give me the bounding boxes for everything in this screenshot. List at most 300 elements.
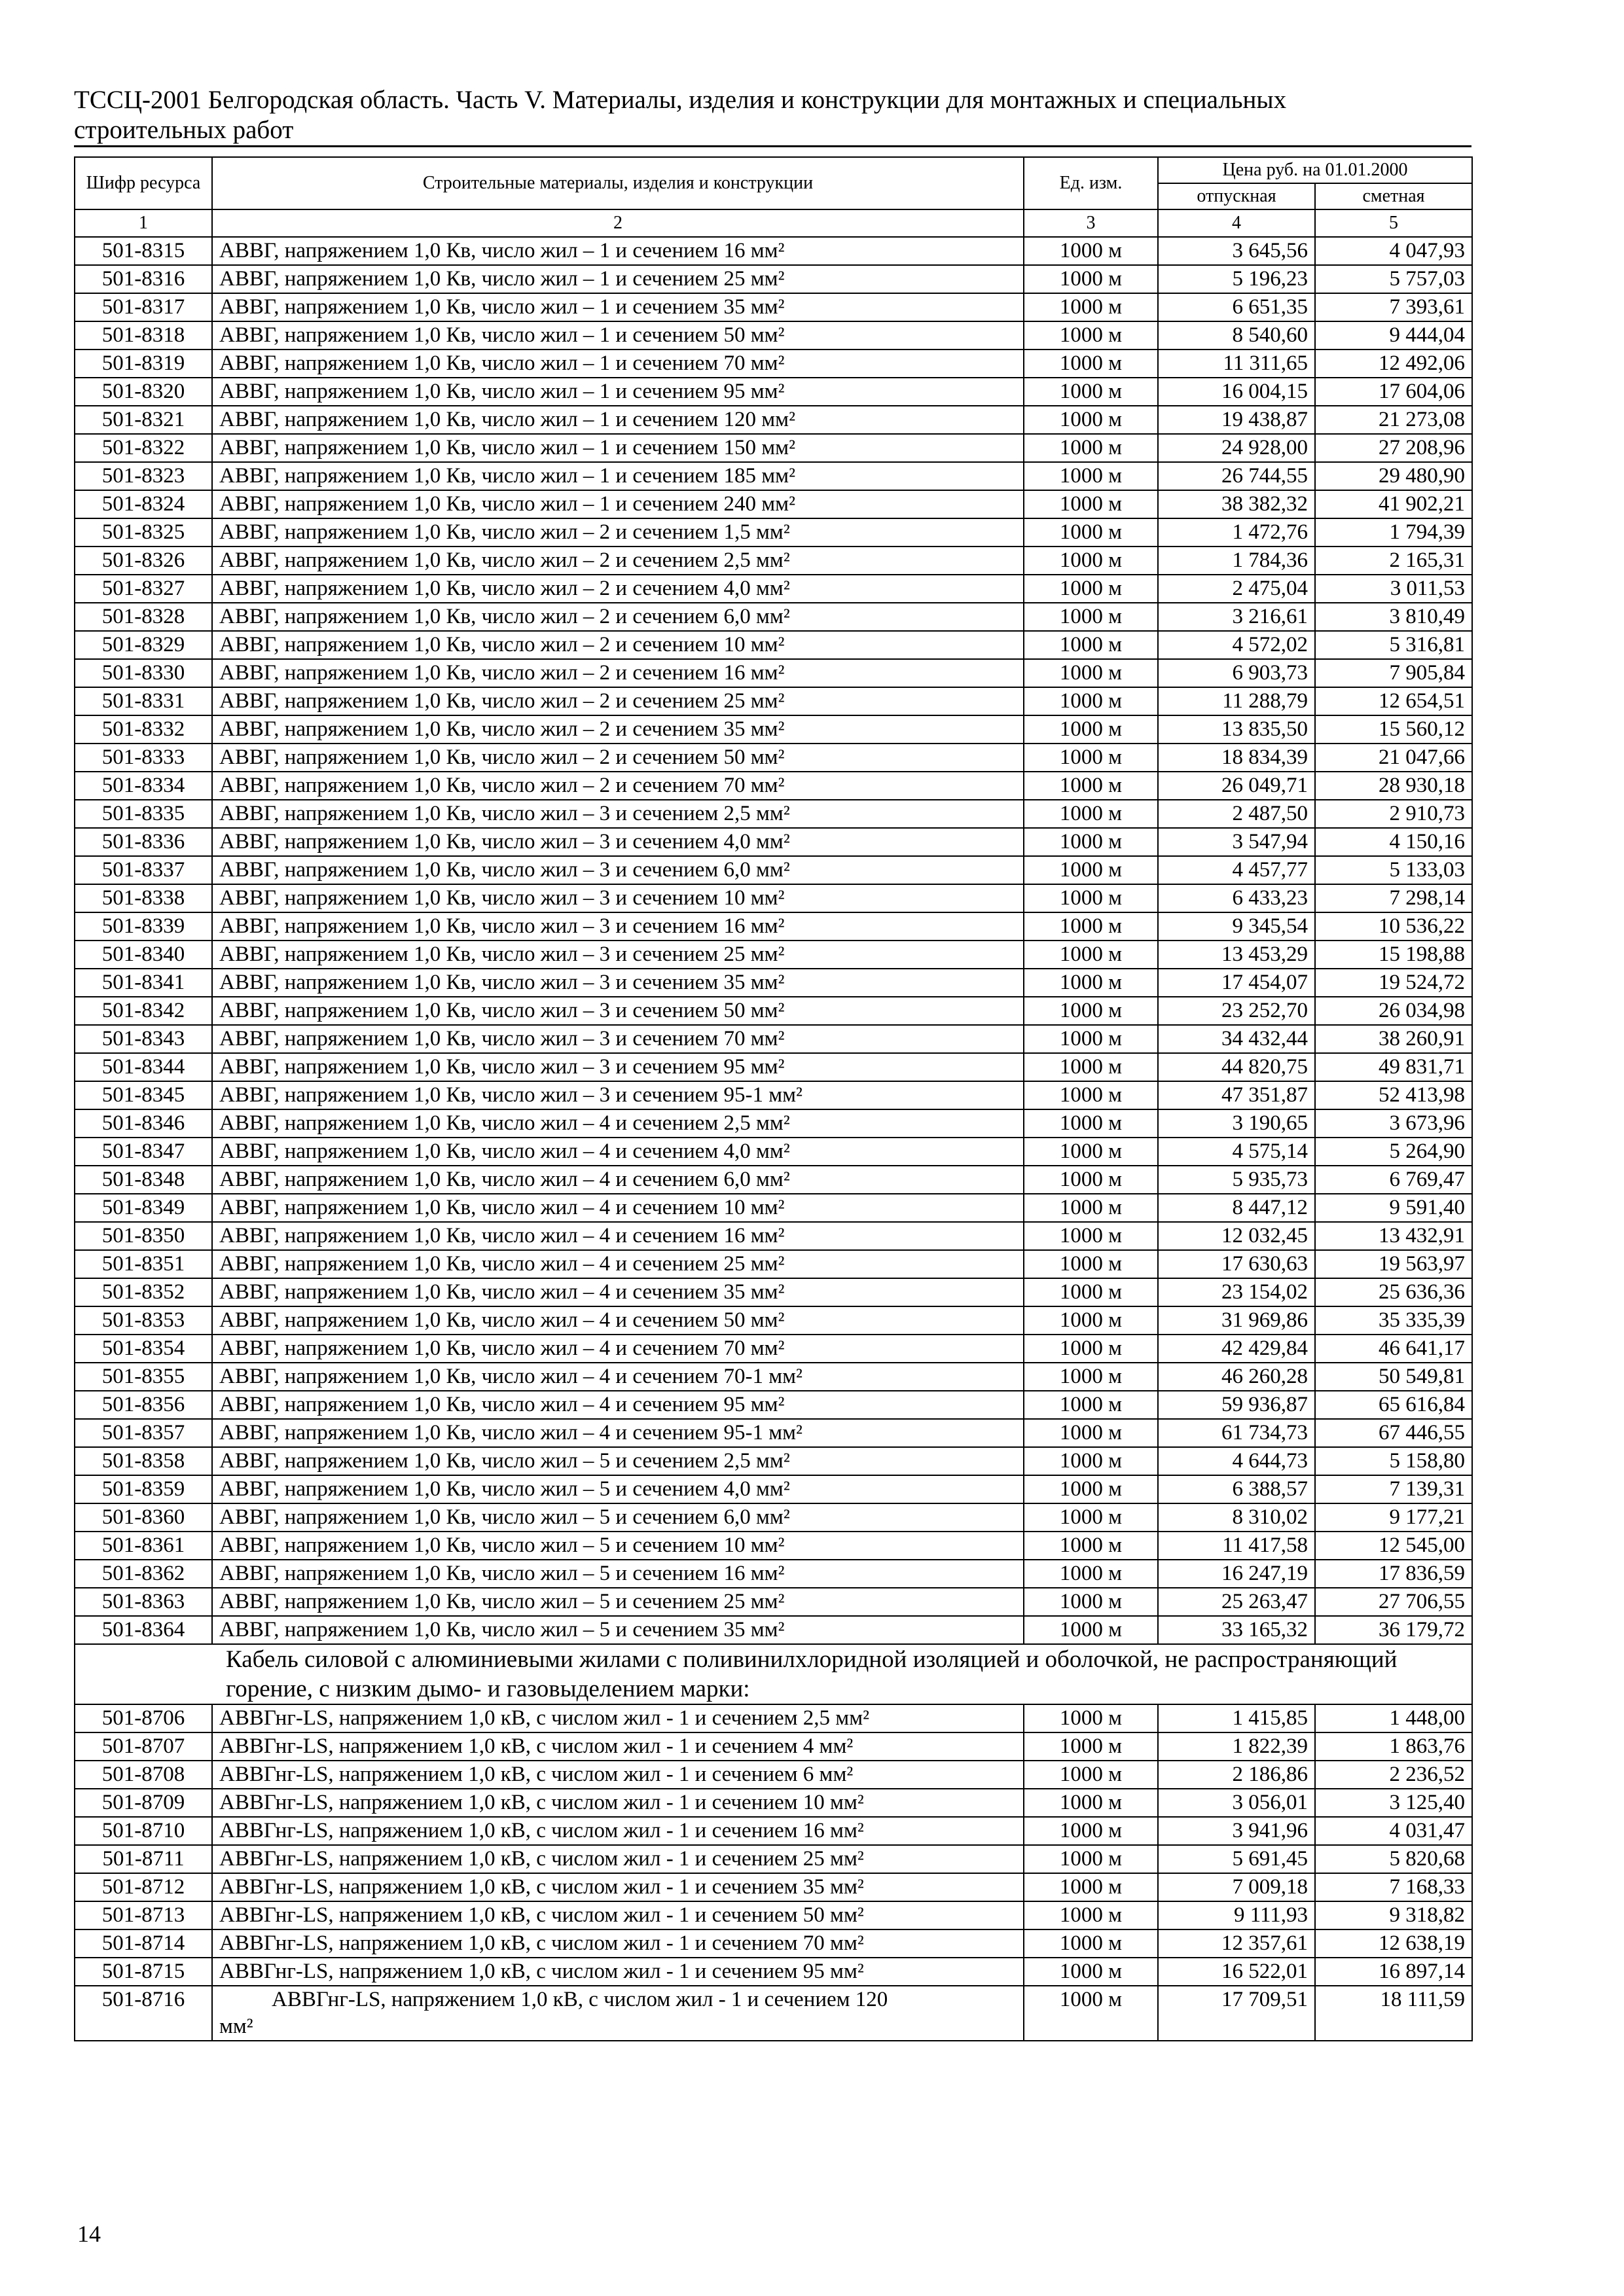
estimate-price: 38 260,91 <box>1315 1025 1472 1053</box>
release-price: 8 447,12 <box>1158 1194 1315 1222</box>
release-price: 47 351,87 <box>1158 1081 1315 1109</box>
release-price: 9 345,54 <box>1158 912 1315 941</box>
resource-code: 501-8322 <box>75 434 212 462</box>
estimate-price: 21 273,08 <box>1315 406 1472 434</box>
resource-code: 501-8348 <box>75 1166 212 1194</box>
unit: 1000 м <box>1024 1873 1158 1901</box>
estimate-price: 50 549,81 <box>1315 1363 1472 1391</box>
unit: 1000 м <box>1024 912 1158 941</box>
table-row <box>75 828 1472 856</box>
release-price: 2 186,86 <box>1158 1761 1315 1789</box>
release-price: 6 651,35 <box>1158 293 1315 321</box>
release-price: 18 834,39 <box>1158 744 1315 772</box>
estimate-price: 67 446,55 <box>1315 1419 1472 1447</box>
resource-code: 501-8355 <box>75 1363 212 1391</box>
table-row <box>75 1109 1472 1138</box>
table-row <box>75 800 1472 828</box>
resource-code: 501-8329 <box>75 631 212 659</box>
material-name: АВВГ, напряжением 1,0 Кв, число жил – 3 и сечением 95-1 мм² <box>212 1081 1024 1109</box>
resource-code: 501-8338 <box>75 884 212 912</box>
material-name: АВВГ, напряжением 1,0 Кв, число жил – 2 и сечением 50 мм² <box>212 744 1024 772</box>
release-price: 25 263,47 <box>1158 1588 1315 1616</box>
unit: 1000 м <box>1024 1053 1158 1081</box>
resource-code: 501-8333 <box>75 744 212 772</box>
unit: 1000 м <box>1024 1845 1158 1873</box>
table-row <box>75 518 1472 547</box>
estimate-price: 28 930,18 <box>1315 772 1472 800</box>
unit: 1000 м <box>1024 631 1158 659</box>
estimate-price: 18 111,59 <box>1315 1986 1472 2041</box>
unit: 1000 м <box>1024 1138 1158 1166</box>
unit: 1000 м <box>1024 1194 1158 1222</box>
resource-code: 501-8324 <box>75 490 212 518</box>
resource-code: 501-8345 <box>75 1081 212 1109</box>
material-name: АВВГ, напряжением 1,0 Кв, число жил – 1 и сечением 50 мм² <box>212 321 1024 350</box>
release-price: 46 260,28 <box>1158 1363 1315 1391</box>
table-row <box>75 1447 1472 1475</box>
table-row <box>75 912 1472 941</box>
table-row <box>75 1704 1472 1732</box>
resource-code: 501-8361 <box>75 1532 212 1560</box>
resource-code: 501-8331 <box>75 687 212 715</box>
estimate-price: 4 150,16 <box>1315 828 1472 856</box>
unit: 1000 м <box>1024 1166 1158 1194</box>
estimate-price: 5 133,03 <box>1315 856 1472 884</box>
table-row <box>75 1789 1472 1817</box>
release-price: 13 835,50 <box>1158 715 1315 744</box>
release-price: 2 475,04 <box>1158 575 1315 603</box>
unit: 1000 м <box>1024 772 1158 800</box>
estimate-price: 7 905,84 <box>1315 659 1472 687</box>
release-price: 33 165,32 <box>1158 1616 1315 1644</box>
material-name: АВВГ, напряжением 1,0 Кв, число жил – 4 и сечением 16 мм² <box>212 1222 1024 1250</box>
resource-code: 501-8325 <box>75 518 212 547</box>
estimate-price: 6 769,47 <box>1315 1166 1472 1194</box>
unit: 1000 м <box>1024 1929 1158 1958</box>
unit: 1000 м <box>1024 1025 1158 1053</box>
release-price: 8 310,02 <box>1158 1503 1315 1532</box>
release-price: 16 522,01 <box>1158 1958 1315 1986</box>
material-name: АВВГнг-LS, напряжением 1,0 кВ, с числом жил - 1 и сечением 50 мм² <box>212 1901 1024 1929</box>
table-row <box>75 406 1472 434</box>
release-price: 5 935,73 <box>1158 1166 1315 1194</box>
estimate-price: 52 413,98 <box>1315 1081 1472 1109</box>
estimate-price: 21 047,66 <box>1315 744 1472 772</box>
unit: 1000 м <box>1024 1475 1158 1503</box>
table-row <box>75 772 1472 800</box>
unit: 1000 м <box>1024 1306 1158 1335</box>
column-number: 1 <box>75 209 212 237</box>
resource-code: 501-8349 <box>75 1194 212 1222</box>
resource-code: 501-8328 <box>75 603 212 631</box>
resource-code: 501-8357 <box>75 1419 212 1447</box>
estimate-price: 29 480,90 <box>1315 462 1472 490</box>
estimate-price: 9 177,21 <box>1315 1503 1472 1532</box>
resource-code: 501-8321 <box>75 406 212 434</box>
material-name: АВВГ, напряжением 1,0 Кв, число жил – 2 и сечением 1,5 мм² <box>212 518 1024 547</box>
resource-code: 501-8360 <box>75 1503 212 1532</box>
material-name: АВВГ, напряжением 1,0 Кв, число жил – 4 и сечением 70 мм² <box>212 1335 1024 1363</box>
release-price: 6 433,23 <box>1158 884 1315 912</box>
resource-code: 501-8323 <box>75 462 212 490</box>
material-name: АВВГ, напряжением 1,0 Кв, число жил – 4 и сечением 10 мм² <box>212 1194 1024 1222</box>
table-section <box>75 1644 1472 1704</box>
estimate-price: 17 604,06 <box>1315 378 1472 406</box>
table-row <box>75 434 1472 462</box>
table-body-avvgng <box>75 1704 1472 1986</box>
table-row <box>75 1873 1472 1901</box>
estimate-price: 12 492,06 <box>1315 350 1472 378</box>
resource-code: 501-8320 <box>75 378 212 406</box>
release-price: 7 009,18 <box>1158 1873 1315 1901</box>
price-table <box>74 156 1473 2041</box>
unit: 1000 м <box>1024 265 1158 293</box>
table-row <box>75 659 1472 687</box>
release-price: 59 936,87 <box>1158 1391 1315 1419</box>
resource-code: 501-8315 <box>75 237 212 265</box>
material-name: АВВГ, напряжением 1,0 Кв, число жил – 2 и сечением 10 мм² <box>212 631 1024 659</box>
material-name: АВВГ, напряжением 1,0 Кв, число жил – 5 и сечением 16 мм² <box>212 1560 1024 1588</box>
unit: 1000 м <box>1024 1391 1158 1419</box>
material-name: АВВГ, напряжением 1,0 Кв, число жил – 1 и сечением 25 мм² <box>212 265 1024 293</box>
material-name: АВВГнг-LS, напряжением 1,0 кВ, с числом жил - 1 и сечением 4 мм² <box>212 1732 1024 1761</box>
resource-code: 501-8339 <box>75 912 212 941</box>
resource-code: 501-8716 <box>75 1986 212 2041</box>
unit: 1000 м <box>1024 828 1158 856</box>
material-name: АВВГ, напряжением 1,0 Кв, число жил – 2 и сечением 70 мм² <box>212 772 1024 800</box>
release-price: 24 928,00 <box>1158 434 1315 462</box>
unit: 1000 м <box>1024 518 1158 547</box>
resource-code: 501-8337 <box>75 856 212 884</box>
estimate-price: 12 638,19 <box>1315 1929 1472 1958</box>
material-name: АВВГ, напряжением 1,0 Кв, число жил – 5 и сечением 10 мм² <box>212 1532 1024 1560</box>
resource-code: 501-8706 <box>75 1704 212 1732</box>
table-row <box>75 1986 1472 2041</box>
table-row <box>75 1845 1472 1873</box>
estimate-price: 1 863,76 <box>1315 1732 1472 1761</box>
release-price: 26 744,55 <box>1158 462 1315 490</box>
release-price: 11 417,58 <box>1158 1532 1315 1560</box>
release-price: 34 432,44 <box>1158 1025 1315 1053</box>
material-name: АВВГ, напряжением 1,0 Кв, число жил – 3 и сечением 35 мм² <box>212 969 1024 997</box>
estimate-price: 19 524,72 <box>1315 969 1472 997</box>
table-row <box>75 631 1472 659</box>
estimate-price: 27 706,55 <box>1315 1588 1472 1616</box>
material-name: АВВГ, напряжением 1,0 Кв, число жил – 2 и сечением 16 мм² <box>212 659 1024 687</box>
table-body-avvg <box>75 237 1472 1644</box>
material-name: АВВГ, напряжением 1,0 Кв, число жил – 1 и сечением 16 мм² <box>212 237 1024 265</box>
material-name: АВВГ, напряжением 1,0 Кв, число жил – 1 и сечением 120 мм² <box>212 406 1024 434</box>
estimate-price: 26 034,98 <box>1315 997 1472 1025</box>
release-price: 16 004,15 <box>1158 378 1315 406</box>
table-row <box>75 1475 1472 1503</box>
unit: 1000 м <box>1024 237 1158 265</box>
release-price: 3 216,61 <box>1158 603 1315 631</box>
unit: 1000 м <box>1024 1732 1158 1761</box>
release-price: 17 630,63 <box>1158 1250 1315 1278</box>
material-name: АВВГ, напряжением 1,0 Кв, число жил – 4 и сечением 70-1 мм² <box>212 1363 1024 1391</box>
table-row <box>75 1194 1472 1222</box>
section-title: Кабель силовой с алюминиевыми жилами с поливинилхлоридной изоляцией и оболочкой, не распространяющий горение, с низким дымо- и газовыделением марки: <box>75 1644 1472 1704</box>
material-name: АВВГнг-LS, напряжением 1,0 кВ, с числом жил - 1 и сечением 95 мм² <box>212 1958 1024 1986</box>
table-row <box>75 1363 1472 1391</box>
table-row <box>75 1560 1472 1588</box>
unit: 1000 м <box>1024 856 1158 884</box>
resource-code: 501-8364 <box>75 1616 212 1644</box>
resource-code: 501-8354 <box>75 1335 212 1363</box>
table-row <box>75 1250 1472 1278</box>
resource-code: 501-8358 <box>75 1447 212 1475</box>
release-price: 11 311,65 <box>1158 350 1315 378</box>
header-estimate-price: сметная <box>1315 183 1472 209</box>
table-row <box>75 1306 1472 1335</box>
table-row <box>75 1222 1472 1250</box>
material-name: АВВГнг-LS, напряжением 1,0 кВ, с числом жил - 1 и сечением 70 мм² <box>212 1929 1024 1958</box>
table-row <box>75 1761 1472 1789</box>
unit: 1000 м <box>1024 1363 1158 1391</box>
release-price: 38 382,32 <box>1158 490 1315 518</box>
release-price: 3 645,56 <box>1158 237 1315 265</box>
release-price: 23 252,70 <box>1158 997 1315 1025</box>
resource-code: 501-8362 <box>75 1560 212 1588</box>
resource-code: 501-8363 <box>75 1588 212 1616</box>
table-row <box>75 603 1472 631</box>
material-name: АВВГ, напряжением 1,0 Кв, число жил – 3 и сечением 95 мм² <box>212 1053 1024 1081</box>
resource-code: 501-8342 <box>75 997 212 1025</box>
release-price: 26 049,71 <box>1158 772 1315 800</box>
table-row <box>75 547 1472 575</box>
release-price: 13 453,29 <box>1158 941 1315 969</box>
table-row <box>75 378 1472 406</box>
release-price: 2 487,50 <box>1158 800 1315 828</box>
material-name: АВВГ, напряжением 1,0 Кв, число жил – 3 и сечением 16 мм² <box>212 912 1024 941</box>
table-row <box>75 1335 1472 1363</box>
estimate-price: 3 673,96 <box>1315 1109 1472 1138</box>
table-row <box>75 715 1472 744</box>
estimate-price: 35 335,39 <box>1315 1306 1472 1335</box>
unit: 1000 м <box>1024 1278 1158 1306</box>
table-row <box>75 1503 1472 1532</box>
material-name: АВВГ, напряжением 1,0 Кв, число жил – 3 и сечением 4,0 мм² <box>212 828 1024 856</box>
resource-code: 501-8316 <box>75 265 212 293</box>
resource-code: 501-8709 <box>75 1789 212 1817</box>
table-row <box>75 969 1472 997</box>
column-number: 2 <box>212 209 1024 237</box>
unit: 1000 м <box>1024 1503 1158 1532</box>
estimate-price: 16 897,14 <box>1315 1958 1472 1986</box>
header-unit: Ед. изм. <box>1024 157 1158 209</box>
unit: 1000 м <box>1024 1958 1158 1986</box>
unit: 1000 м <box>1024 321 1158 350</box>
material-name: АВВГ, напряжением 1,0 Кв, число жил – 3 и сечением 70 мм² <box>212 1025 1024 1053</box>
resource-code: 501-8346 <box>75 1109 212 1138</box>
material-name: АВВГ, напряжением 1,0 Кв, число жил – 5 и сечением 35 мм² <box>212 1616 1024 1644</box>
release-price: 3 056,01 <box>1158 1789 1315 1817</box>
resource-code: 501-8341 <box>75 969 212 997</box>
table-body-last <box>75 1986 1472 2041</box>
material-name: АВВГнг-LS, напряжением 1,0 кВ, с числом жил - 1 и сечением 16 мм² <box>212 1817 1024 1845</box>
table-row <box>75 265 1472 293</box>
header-release-price: отпускная <box>1158 183 1315 209</box>
release-price: 9 111,93 <box>1158 1901 1315 1929</box>
estimate-price: 1 448,00 <box>1315 1704 1472 1732</box>
release-price: 19 438,87 <box>1158 406 1315 434</box>
release-price: 1 784,36 <box>1158 547 1315 575</box>
column-number: 5 <box>1315 209 1472 237</box>
material-name: АВВГ, напряжением 1,0 Кв, число жил – 3 и сечением 6,0 мм² <box>212 856 1024 884</box>
material-name <box>212 1986 1024 2041</box>
table-row <box>75 293 1472 321</box>
release-price: 1 472,76 <box>1158 518 1315 547</box>
release-price: 42 429,84 <box>1158 1335 1315 1363</box>
resource-code: 501-8352 <box>75 1278 212 1306</box>
release-price: 23 154,02 <box>1158 1278 1315 1306</box>
release-price: 12 032,45 <box>1158 1222 1315 1250</box>
estimate-price: 7 139,31 <box>1315 1475 1472 1503</box>
estimate-price: 7 298,14 <box>1315 884 1472 912</box>
table-row <box>75 1532 1472 1560</box>
estimate-price: 3 810,49 <box>1315 603 1472 631</box>
unit: 1000 м <box>1024 997 1158 1025</box>
unit: 1000 м <box>1024 547 1158 575</box>
estimate-price: 7 168,33 <box>1315 1873 1472 1901</box>
unit: 1000 м <box>1024 1560 1158 1588</box>
table-row <box>75 1419 1472 1447</box>
table-row <box>75 884 1472 912</box>
release-price: 1 415,85 <box>1158 1704 1315 1732</box>
unit: 1000 м <box>1024 350 1158 378</box>
header-code: Шифр ресурса <box>75 157 212 209</box>
unit: 1000 м <box>1024 800 1158 828</box>
unit: 1000 м <box>1024 969 1158 997</box>
material-name: АВВГ, напряжением 1,0 Кв, число жил – 4 и сечением 95-1 мм² <box>212 1419 1024 1447</box>
material-name: АВВГ, напряжением 1,0 Кв, число жил – 5 и сечением 2,5 мм² <box>212 1447 1024 1475</box>
material-name: АВВГ, напряжением 1,0 Кв, число жил – 5 и сечением 25 мм² <box>212 1588 1024 1616</box>
material-name: АВВГ, напряжением 1,0 Кв, число жил – 4 и сечением 25 мм² <box>212 1250 1024 1278</box>
table-row <box>75 1391 1472 1419</box>
release-price: 16 247,19 <box>1158 1560 1315 1588</box>
release-price: 1 822,39 <box>1158 1732 1315 1761</box>
release-price: 17 454,07 <box>1158 969 1315 997</box>
table-row <box>75 1081 1472 1109</box>
estimate-price: 3 011,53 <box>1315 575 1472 603</box>
release-price: 5 691,45 <box>1158 1845 1315 1873</box>
unit: 1000 м <box>1024 744 1158 772</box>
material-name: АВВГ, напряжением 1,0 Кв, число жил – 4 и сечением 95 мм² <box>212 1391 1024 1419</box>
table-row <box>75 350 1472 378</box>
material-name: АВВГнг-LS, напряжением 1,0 кВ, с числом жил - 1 и сечением 2,5 мм² <box>212 1704 1024 1732</box>
estimate-price: 1 794,39 <box>1315 518 1472 547</box>
release-price: 4 572,02 <box>1158 631 1315 659</box>
unit: 1000 м <box>1024 1109 1158 1138</box>
material-name: АВВГнг-LS, напряжением 1,0 кВ, с числом жил - 1 и сечением 10 мм² <box>212 1789 1024 1817</box>
material-name: АВВГ, напряжением 1,0 Кв, число жил – 2 и сечением 2,5 мм² <box>212 547 1024 575</box>
estimate-price: 9 318,82 <box>1315 1901 1472 1929</box>
release-price: 3 190,65 <box>1158 1109 1315 1138</box>
table-row <box>75 1901 1472 1929</box>
unit: 1000 м <box>1024 1447 1158 1475</box>
material-name: АВВГ, напряжением 1,0 Кв, число жил – 1 и сечением 70 мм² <box>212 350 1024 378</box>
estimate-price: 15 560,12 <box>1315 715 1472 744</box>
unit: 1000 м <box>1024 575 1158 603</box>
material-name: АВВГ, напряжением 1,0 Кв, число жил – 4 и сечением 50 мм² <box>212 1306 1024 1335</box>
resource-code: 501-8317 <box>75 293 212 321</box>
unit: 1000 м <box>1024 406 1158 434</box>
material-name: АВВГ, напряжением 1,0 Кв, число жил – 1 и сечением 150 мм² <box>212 434 1024 462</box>
unit: 1000 м <box>1024 490 1158 518</box>
table-row <box>75 1929 1472 1958</box>
resource-code: 501-8332 <box>75 715 212 744</box>
resource-code: 501-8712 <box>75 1873 212 1901</box>
header-line-2: строительных работ <box>74 116 294 144</box>
resource-code: 501-8710 <box>75 1817 212 1845</box>
estimate-price: 19 563,97 <box>1315 1250 1472 1278</box>
material-name: АВВГнг-LS, напряжением 1,0 кВ, с числом жил - 1 и сечением 6 мм² <box>212 1761 1024 1789</box>
unit: 1000 м <box>1024 1616 1158 1644</box>
unit: 1000 м <box>1024 603 1158 631</box>
estimate-price: 5 264,90 <box>1315 1138 1472 1166</box>
estimate-price: 41 902,21 <box>1315 490 1472 518</box>
table-row <box>75 1817 1472 1845</box>
estimate-price: 2 165,31 <box>1315 547 1472 575</box>
release-price: 44 820,75 <box>1158 1053 1315 1081</box>
unit: 1000 м <box>1024 1901 1158 1929</box>
release-price: 5 196,23 <box>1158 265 1315 293</box>
resource-code: 501-8711 <box>75 1845 212 1873</box>
release-price: 4 644,73 <box>1158 1447 1315 1475</box>
unit: 1000 м <box>1024 884 1158 912</box>
material-name: АВВГ, напряжением 1,0 Кв, число жил – 1 и сечением 35 мм² <box>212 293 1024 321</box>
table-row <box>75 1958 1472 1986</box>
unit: 1000 м <box>1024 687 1158 715</box>
estimate-price: 5 158,80 <box>1315 1447 1472 1475</box>
unit: 1000 м <box>1024 659 1158 687</box>
unit: 1000 м <box>1024 1335 1158 1363</box>
unit: 1000 м <box>1024 1986 1158 2041</box>
section-row <box>75 1644 1472 1704</box>
table-row <box>75 1588 1472 1616</box>
header-price-group: Цена руб. на 01.01.2000 <box>1158 157 1472 183</box>
material-name: АВВГ, напряжением 1,0 Кв, число жил – 2 и сечением 6,0 мм² <box>212 603 1024 631</box>
estimate-price: 2 910,73 <box>1315 800 1472 828</box>
unit: 1000 м <box>1024 434 1158 462</box>
estimate-price: 3 125,40 <box>1315 1789 1472 1817</box>
material-name: АВВГ, напряжением 1,0 Кв, число жил – 1 и сечением 95 мм² <box>212 378 1024 406</box>
release-price: 6 388,57 <box>1158 1475 1315 1503</box>
material-name-line-2: мм² <box>219 2015 253 2038</box>
resource-code: 501-8707 <box>75 1732 212 1761</box>
resource-code: 501-8326 <box>75 547 212 575</box>
table-row <box>75 1138 1472 1166</box>
material-name: АВВГ, напряжением 1,0 Кв, число жил – 4 и сечением 6,0 мм² <box>212 1166 1024 1194</box>
column-number: 4 <box>1158 209 1315 237</box>
estimate-price: 46 641,17 <box>1315 1335 1472 1363</box>
material-name: АВВГ, напряжением 1,0 Кв, число жил – 1 и сечением 185 мм² <box>212 462 1024 490</box>
material-name: АВВГ, напряжением 1,0 Кв, число жил – 4 и сечением 35 мм² <box>212 1278 1024 1306</box>
resource-code: 501-8353 <box>75 1306 212 1335</box>
unit: 1000 м <box>1024 1250 1158 1278</box>
estimate-price: 9 591,40 <box>1315 1194 1472 1222</box>
table-row <box>75 856 1472 884</box>
header-name: Строительные материалы, изделия и конструкции <box>212 157 1024 209</box>
estimate-price: 12 654,51 <box>1315 687 1472 715</box>
resource-code: 501-8334 <box>75 772 212 800</box>
unit: 1000 м <box>1024 1419 1158 1447</box>
resource-code: 501-8713 <box>75 1901 212 1929</box>
page-header <box>74 85 1471 147</box>
resource-code: 501-8347 <box>75 1138 212 1166</box>
unit: 1000 м <box>1024 1789 1158 1817</box>
